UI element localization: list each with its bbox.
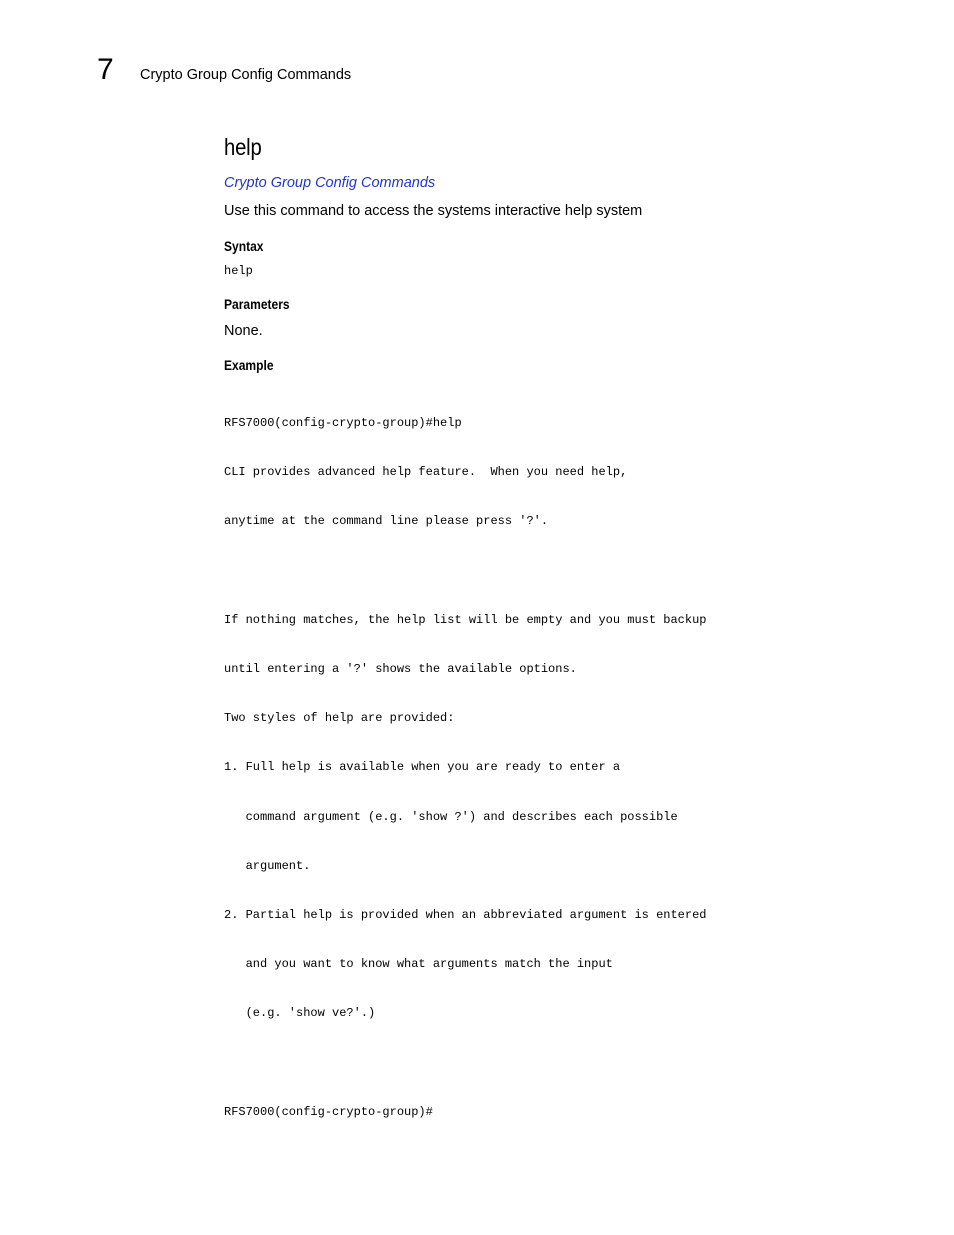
code-line: Two styles of help are provided: <box>224 711 455 726</box>
parameters-heading: Parameters <box>224 296 290 312</box>
intro-text: Use this command to access the systems interactive help system <box>224 203 643 219</box>
code-line: (e.g. 'show ve?'.) <box>224 1006 376 1021</box>
code-line <box>224 562 706 578</box>
code-line: argument. <box>224 858 311 873</box>
code-line: command argument (e.g. 'show ?') and describes each possible <box>224 809 678 824</box>
example-code-block <box>224 382 706 1153</box>
parameters-text: None. <box>224 323 263 339</box>
page-title: help <box>224 134 262 160</box>
code-line: CLI provides advanced help feature. When you need help, <box>224 465 628 480</box>
running-header-title: Crypto Group Config Commands <box>140 67 352 83</box>
code-line <box>224 1055 706 1071</box>
code-line: If nothing matches, the help list will be empty and you must backup <box>224 612 707 627</box>
example-heading: Example <box>224 357 274 373</box>
syntax-heading: Syntax <box>224 238 264 254</box>
code-line: until entering a '?' shows the available options. <box>224 661 577 676</box>
chapter-number: 7 <box>97 53 114 86</box>
syntax-code: help <box>224 264 253 278</box>
code-line: RFS7000(config-crypto-group)# <box>224 1104 433 1119</box>
code-line: 1. Full help is available when you are ready to enter a <box>224 760 621 775</box>
code-line: and you want to know what arguments match the input <box>224 957 613 972</box>
code-line: RFS7000(config-crypto-group)#help <box>224 415 462 430</box>
section-link[interactable]: Crypto Group Config Commands <box>224 175 436 191</box>
code-line: anytime at the command line please press '?'. <box>224 514 549 529</box>
code-line: 2. Partial help is provided when an abbreviated argument is entered <box>224 907 707 922</box>
